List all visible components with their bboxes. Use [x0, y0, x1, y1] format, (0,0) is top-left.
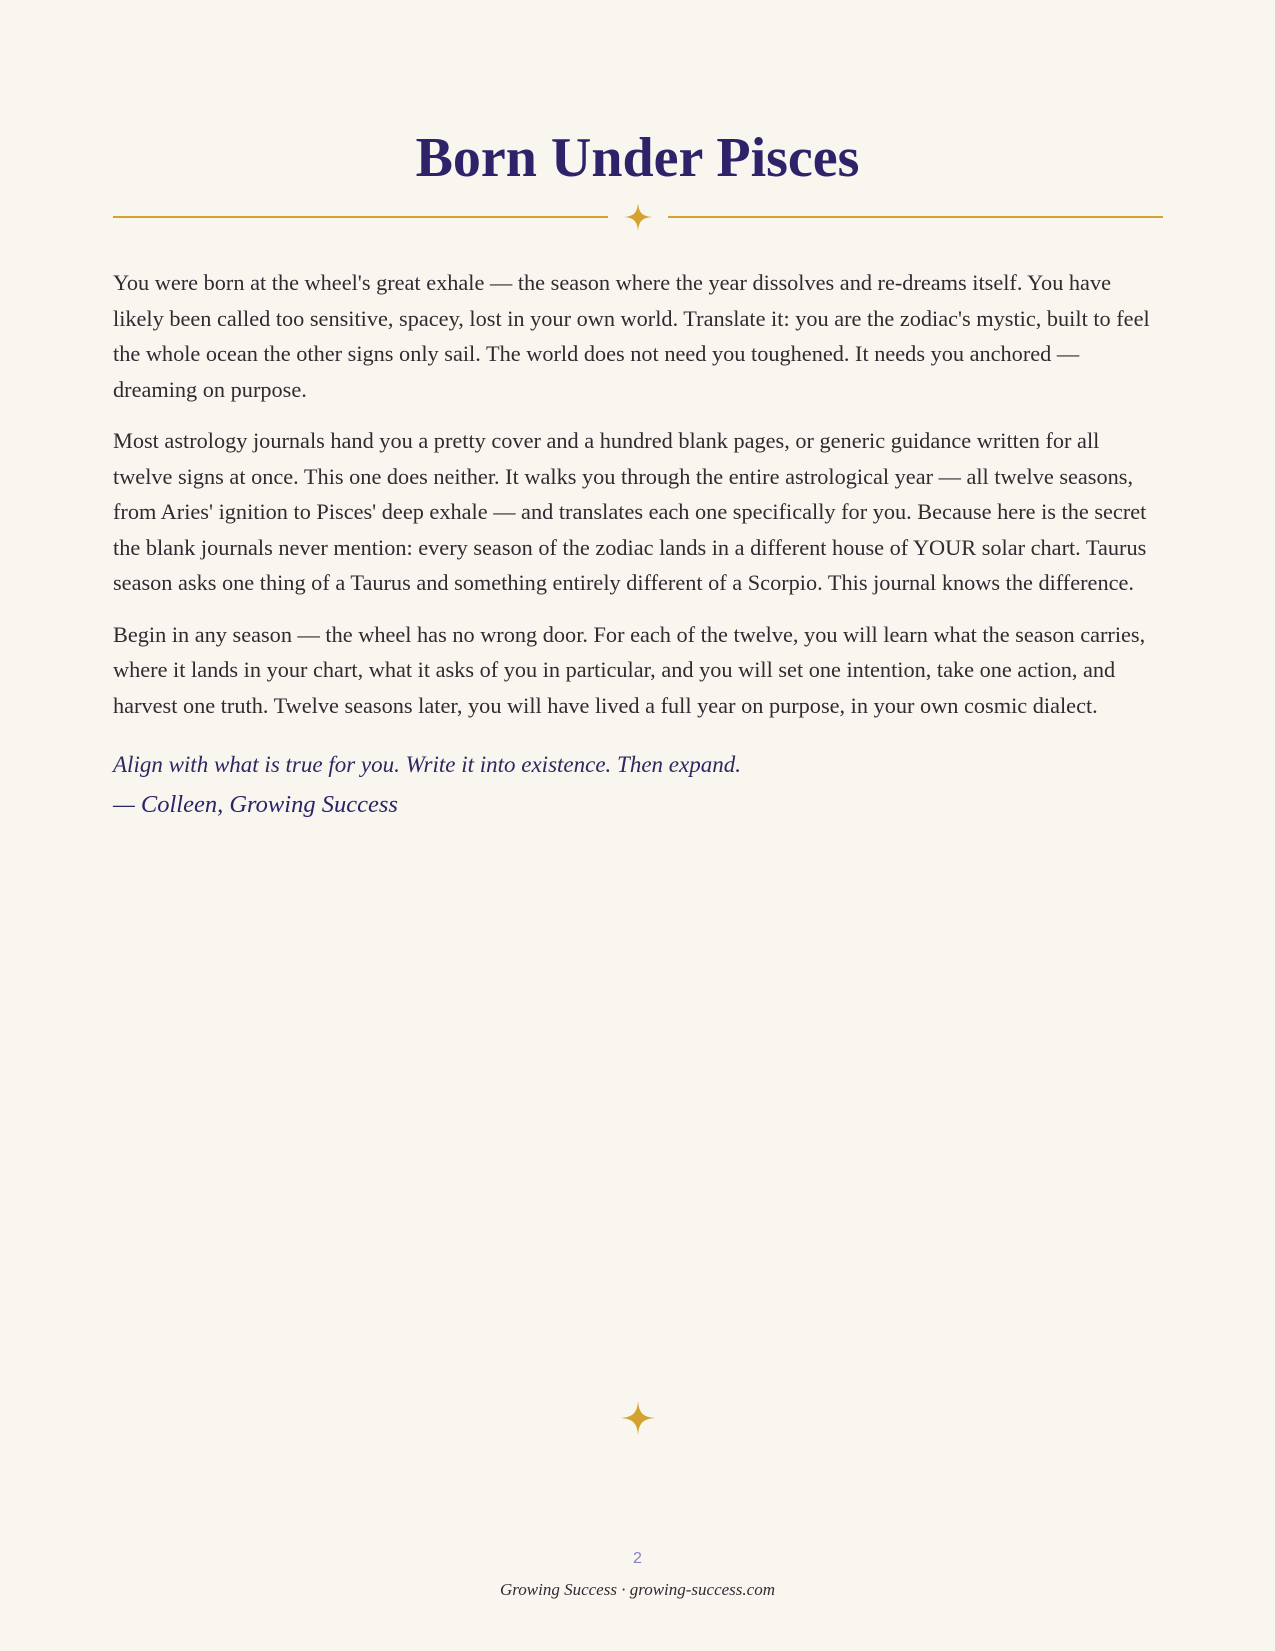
paragraph: Begin in any season — the wheel has no wrong door. For each of the twelve, you will learn what the season carries, where it lands in your chart, what it asks of you in particular, and you will set one intention, take one action, and harvest one truth. Twelve seasons later, you will have lived a full year on purpose, in your own cosmic dialect. — [113, 621, 1146, 718]
signature: — Colleen, Growing Success — [113, 791, 398, 818]
paragraph: Most astrology journals hand you a pretty cover and a hundred blank pages, or generic guidance written for all twelve signs at once. This one does neither. It walks you through the entire astrological year — all twelve seasons, from Aries' ignition to Pisces' deep exhale — and translates each one specifically for you. Because here is the secret the blank journals never mention: every season of the zodiac lands in a different house of YOUR solar chart. Taurus season asks one thing of a Taurus and something entirely different of a Scorpio. This journal knows the difference. — [113, 428, 1147, 595]
closing-quote: Align with what is true for you. Write it into existence. Then expand. — [113, 752, 741, 777]
footer-text: Growing Success · growing-success.com — [500, 1580, 775, 1599]
four-point-star-icon — [620, 1400, 656, 1436]
body-text — [113, 265, 1163, 823]
title-divider — [113, 202, 1163, 232]
page-title: Born Under Pisces — [415, 127, 860, 189]
four-point-star-icon — [623, 202, 653, 232]
divider-rule-right — [668, 216, 1163, 218]
page-number: 2 — [633, 1550, 642, 1567]
divider-rule-left — [113, 216, 608, 218]
paragraph: You were born at the wheel's great exhale — the season where the year dissolves and re-dreams itself. You have likely been called too sensitive, spacey, lost in your own world. Translate it: you are the zodiac's mystic, built to feel the whole ocean the other signs only sail. The world does not need you toughened. It needs you anchored — dreaming on purpose. — [113, 270, 1150, 402]
